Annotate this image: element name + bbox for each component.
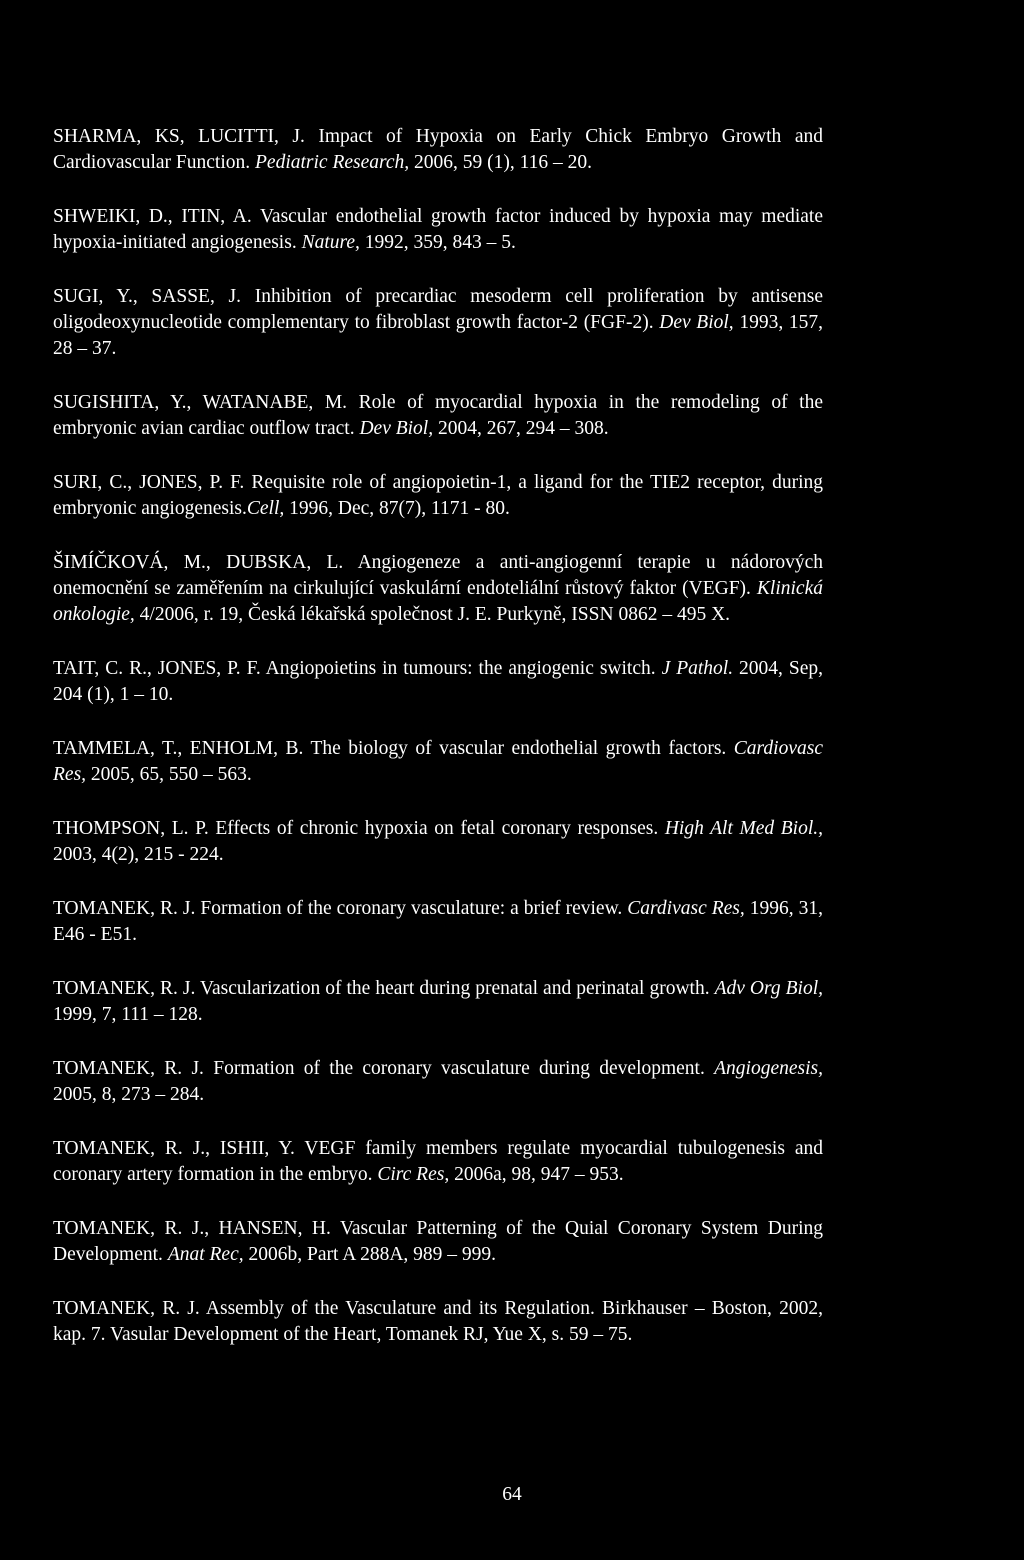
reference-entry — [53, 124, 823, 176]
reference-journal: Cell, — [246, 498, 285, 519]
reference-entry — [53, 896, 823, 948]
reference-text: TAMMELA, T., ENHOLM, B. The biology of vascular endothelial growth factors. — [53, 738, 734, 759]
reference-details: 4/2006, r. 19, Česká lékařská společnost J. E. Purkyně, ISSN 0862 – 495 X. — [134, 604, 731, 625]
reference-details: 2006b, Part A 288A, 989 – 999. — [243, 1244, 497, 1265]
reference-text: SURI, C., JONES, P. F. Requisite role of angiopoietin-1, a ligand for the TIE2 receptor, during embryonic angiogenesis. — [53, 472, 823, 519]
reference-journal: J Pathol. — [661, 658, 734, 679]
reference-details: 2005, 65, 550 – 563. — [86, 764, 252, 785]
reference-entry — [53, 550, 823, 628]
reference-details: 2006a, 98, 947 – 953. — [449, 1164, 624, 1185]
reference-journal: Adv Org Biol, — [714, 978, 824, 999]
reference-journal: Dev Biol, — [359, 418, 434, 439]
reference-entry — [53, 1296, 823, 1348]
reference-entry — [53, 470, 823, 522]
reference-entry — [53, 976, 823, 1028]
reference-details: 2004, 267, 294 – 308. — [433, 418, 609, 439]
reference-entry — [53, 284, 823, 362]
reference-details: 1993, 157, 28 – 37. — [53, 312, 823, 359]
reference-journal: Nature, — [301, 232, 360, 253]
reference-entry — [53, 1056, 823, 1108]
reference-details: 2003, 4(2), 215 - 224. — [53, 844, 224, 865]
reference-text: SHARMA, KS, LUCITTI, J. Impact of Hypoxia on Early Chick Embryo Growth and Cardiovascular Function. — [53, 126, 823, 173]
reference-journal: Cardivasc Res, — [627, 898, 745, 919]
reference-journal: Anat Rec, — [167, 1244, 244, 1265]
page-number: 64 — [502, 1484, 522, 1505]
reference-text: TOMANEK, R. J. Assembly of the Vasculature and its Regulation. Birkhauser – Boston, 2002, kap. 7. Vasular Development of the Heart, Tomanek RJ, Yue X, s. 59 – 75. — [53, 1298, 823, 1345]
reference-details: 1996, 31, E46 - E51. — [53, 898, 823, 945]
reference-text: ŠIMÍČKOVÁ, M., DUBSKA, L. Angiogeneze a anti-angiogenní terapie u nádorových onemocnění se zaměřením na cirkulující vaskulární endoteliální růstový faktor (VEGF). — [53, 552, 823, 599]
reference-entry — [53, 736, 823, 788]
reference-details: 2005, 8, 273 – 284. — [53, 1084, 205, 1105]
reference-entry — [53, 390, 823, 442]
reference-text: TOMANEK, R. J. Formation of the coronary vasculature: a brief review. — [53, 898, 628, 919]
reference-journal: Klinická onkologie, — [53, 578, 823, 625]
reference-details: 2006, 59 (1), 116 – 20. — [409, 152, 593, 173]
reference-text: SHWEIKI, D., ITIN, A. Vascular endothelial growth factor induced by hypoxia may mediate hypoxia-initiated angiogenesis. — [53, 206, 823, 253]
reference-entry — [53, 1136, 823, 1188]
reference-journal: Dev Biol, — [659, 312, 734, 333]
reference-journal: Pediatric Research, — [255, 152, 410, 173]
reference-entry — [53, 1216, 823, 1268]
reference-journal: Circ Res, — [377, 1164, 450, 1185]
reference-details: 2004, Sep, 204 (1), 1 – 10. — [53, 658, 824, 705]
reference-text: TAIT, C. R., JONES, P. F. Angiopoietins in tumours: the angiogenic switch. — [53, 658, 662, 679]
reference-entry — [53, 204, 823, 256]
reference-details: 1996, Dec, 87(7), 1171 - 80. — [284, 498, 510, 519]
reference-text: SUGISHITA, Y., WATANABE, M. Role of myocardial hypoxia in the remodeling of the embryonic avian cardiac outflow tract. — [53, 392, 823, 439]
reference-text: SUGI, Y., SASSE, J. Inhibition of precardiac mesoderm cell proliferation by antisense oligodeoxynucleotide complementary to fibroblast growth factor-2 (FGF-2). — [53, 286, 823, 333]
reference-entry — [53, 816, 823, 868]
reference-text: TOMANEK, R. J. Formation of the coronary vasculature during development. — [53, 1058, 715, 1079]
reference-details: 1999, 7, 111 – 128. — [53, 1004, 203, 1025]
reference-text: TOMANEK, R. J., HANSEN, H. Vascular Patterning of the Quial Coronary System During Development. — [53, 1218, 823, 1265]
reference-details: 1992, 359, 843 – 5. — [359, 232, 516, 253]
reference-journal: Cardiovasc Res, — [53, 738, 823, 785]
reference-text: THOMPSON, L. P. Effects of chronic hypoxia on fetal coronary responses. — [53, 818, 665, 839]
reference-text: TOMANEK, R. J., ISHII, Y. VEGF family members regulate myocardial tubulogenesis and coronary artery formation in the embryo. — [53, 1138, 823, 1185]
reference-journal: Angiogenesis, — [714, 1058, 823, 1079]
reference-list — [53, 124, 823, 1376]
reference-entry — [53, 656, 823, 708]
reference-text: TOMANEK, R. J. Vascularization of the heart during prenatal and perinatal growth. — [53, 978, 715, 999]
reference-journal: High Alt Med Biol., — [664, 818, 823, 839]
